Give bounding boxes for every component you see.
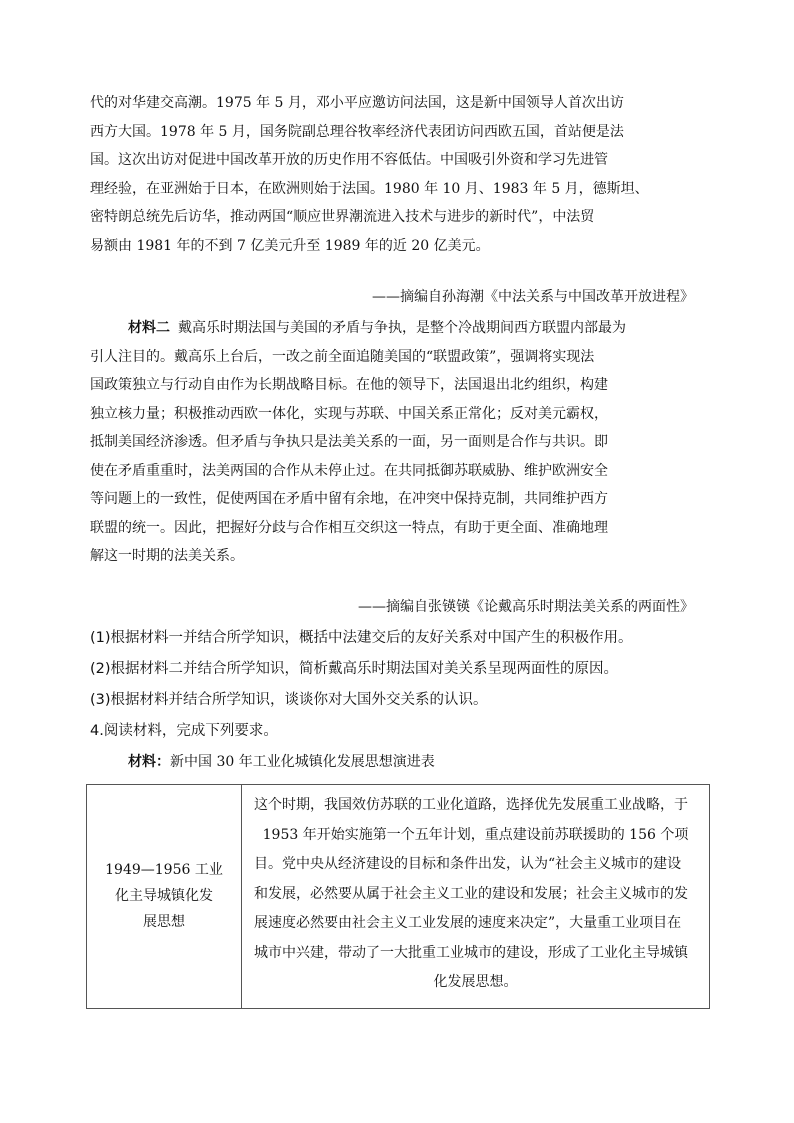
text-line: 理经验，在亚洲始于日本，在欧洲则始于法国。1980 年 10 月、1983 年 5 月，德斯坦、 bbox=[90, 180, 649, 197]
text-line: 国。这次出访对促进中国改革开放的历史作用不容低估。中国吸引外资和学习先进管 bbox=[90, 152, 608, 168]
text-line: 代的对华建交高潮。1975 年 5 月，邓小平应邀访问法国，这是新中国领导人首次出访 bbox=[90, 95, 624, 111]
material-heading-text: 新中国 30 年工业化城镇化发展思想演进表 bbox=[170, 754, 435, 770]
content-line: 化发展思想。 bbox=[433, 974, 518, 990]
material-heading bbox=[128, 751, 435, 771]
content-cell bbox=[242, 785, 710, 1009]
content-line: 1953 年开始实施第一个五年计划，重点建设前苏联援助的 156 个项 bbox=[262, 826, 689, 843]
text-line: 引人注目的。戴高乐上台后，一改之前全面追随美国的“联盟政策”，强调将实现法 bbox=[90, 348, 595, 365]
period-line: 1949—1956 工业 bbox=[105, 862, 223, 879]
question-2: (2)根据材料二并结合所学知识，简析戴高乐时期法国对美关系呈现两面性的原因。 bbox=[90, 661, 619, 677]
content-line: 目。党中央从经济建设的目标和条件出发，认为“社会主义城市的建设 bbox=[254, 856, 682, 872]
text-line-content: 戴高乐时期法国与美国的矛盾与争执，是整个冷战期间西方联盟内部最为 bbox=[178, 320, 626, 336]
table-row bbox=[87, 785, 710, 1009]
period-line: 展思想 bbox=[143, 914, 185, 931]
material-two-source: ——摘编自张锳锳《论戴高乐时期法美关系的两面性》 bbox=[358, 599, 694, 615]
text-line: 使在矛盾重重时，法美两国的合作从未停止过。在共同抵御苏联威胁、维护欧洲安全 bbox=[90, 462, 608, 479]
content-line: 和发展，必然要从属于社会主义工业的建设和发展；社会主义城市的发 bbox=[254, 885, 688, 902]
material-heading-label: 材料： bbox=[128, 754, 170, 770]
material-two-paragraph bbox=[90, 314, 710, 571]
text-line: 西方大国。1978 年 5 月，国务院副总理谷牧率经济代表团访问西欧五国，首站便是法 bbox=[90, 123, 624, 140]
development-table bbox=[86, 784, 710, 1009]
text-line: 易额由 1981 年的不到 7 亿美元升至 1989 年的近 20 亿美元。 bbox=[90, 237, 490, 254]
text-line: 国政策独立与行动自由作为长期战略目标。在他的领导下，法国退出北约组织，构建 bbox=[90, 377, 608, 393]
content-line: 展速度必然要由社会主义工业发展的速度来决定”，大量重工业项目在 bbox=[254, 915, 682, 931]
text-line bbox=[90, 314, 710, 343]
content-line: 这个时期，我国效仿苏联的工业化道路，选择优先发展重工业战略，于 bbox=[254, 797, 688, 813]
text-line: 等问题上的一致性，促使两国在矛盾中留有余地，在冲突中保持克制，共同维护西方 bbox=[90, 491, 608, 507]
material-one-source: ——摘编自孙海潮《中法关系与中国改革开放进程》 bbox=[372, 289, 694, 305]
period-cell bbox=[87, 785, 242, 1009]
text-line: 联盟的统一。因此，把握好分歧与合作相互交织这一特点，有助于更全面、准确地理 bbox=[90, 519, 608, 536]
material-two-label: 材料二 bbox=[128, 320, 170, 336]
text-line: 独立核力量；积极推动西欧一体化，实现与苏联、中国关系正常化；反对美元霸权， bbox=[90, 405, 608, 422]
question-3: (3)根据材料并结合所学知识，谈谈你对大国外交关系的认识。 bbox=[90, 692, 488, 708]
text-line: 解这一时期的法美关系。 bbox=[90, 548, 244, 564]
text-line: 密特朗总统先后访华，推动两国“顺应世界潮流进入技术与进步的新时代”，中法贸 bbox=[90, 209, 595, 225]
question-1: (1)根据材料一并结合所学知识，概括中法建交后的友好关系对中国产生的积极作用。 bbox=[90, 630, 633, 646]
text-line: 抵制美国经济渗透。但矛盾与争执只是法美关系的一面，另一面则是合作与共识。即 bbox=[90, 434, 608, 450]
material-one-paragraph bbox=[90, 89, 710, 260]
content-line: 城市中兴建，带动了一大批重工业城市的建设，形成了工业化主导城镇 bbox=[254, 944, 688, 961]
period-line: 化主导城镇化发 bbox=[115, 888, 213, 905]
question-4-heading: 4.阅读材料，完成下列要求。 bbox=[90, 723, 278, 739]
